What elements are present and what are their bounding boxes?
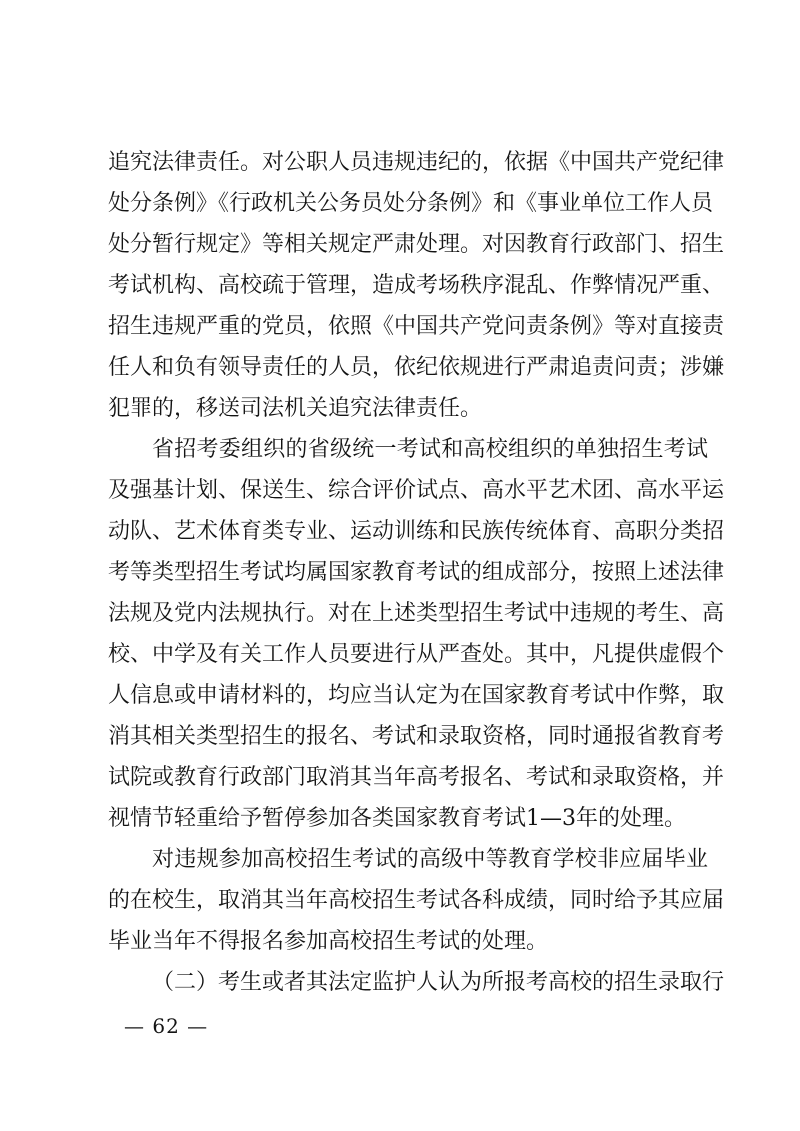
text-line: 犯罪的，移送司法机关追究法律责任。 (108, 396, 483, 421)
text-line: 毕业当年不得报名参加高校招生考试的处理。 (108, 929, 549, 954)
text-line: 处分暂行规定》等相关规定严肃处理。对因教育行政部门、招生 (108, 232, 725, 257)
text-line: 法规及党内法规执行。对在上述类型招生考试中违规的考生、高 (108, 601, 725, 626)
text-line: 追究法律责任。对公职人员违规违纪的，依据《中国共产党纪律 (108, 150, 725, 175)
text-line: 动队、艺术体育类专业、运动训练和民族传统体育、高职分类招 (108, 519, 725, 544)
text-line: 处分条例》《行政机关公务员处分条例》和《事业单位工作人员 (108, 191, 714, 216)
text-line: 人信息或申请材料的，均应当认定为在国家教育考试中作弊，取 (108, 683, 725, 708)
text-line: 任人和负有领导责任的人员，依纪依规进行严肃追责问责；涉嫌 (108, 355, 725, 380)
paragraph-first-line: （二）考生或者其法定监护人认为所报考高校的招生录取行 (152, 970, 725, 995)
paragraph-first-line: 省招考委组织的省级统一考试和高校组织的单独招生考试 (152, 437, 708, 462)
text-line: 招生违规严重的党员，依照《中国共产党问责条例》等对直接责 (108, 314, 725, 339)
text-line: 考等类型招生考试均属国家教育考试的组成部分，按照上述法律 (108, 560, 725, 585)
page-number: — 62 — (124, 1014, 209, 1038)
paragraph-first-line: 对违规参加高校招生考试的高级中等教育学校非应届毕业 (152, 847, 708, 872)
text-line: 视情节轻重给予暂停参加各类国家教育考试1—3年的处理。 (108, 806, 686, 831)
text-line: 及强基计划、保送生、综合评价试点、高水平艺术团、高水平运 (108, 478, 725, 503)
body-text (108, 142, 725, 1003)
text-line: 试院或教育行政部门取消其当年高考报名、考试和录取资格，并 (108, 765, 725, 790)
text-line: 的在校生，取消其当年高校招生考试各科成绩，同时给予其应届 (108, 888, 725, 913)
text-line: 校、中学及有关工作人员要进行从严查处。其中，凡提供虚假个 (108, 642, 725, 667)
text-line: 考试机构、高校疏于管理，造成考场秩序混乱、作弊情况严重、 (108, 273, 725, 298)
text-line: 消其相关类型招生的报名、考试和录取资格，同时通报省教育考 (108, 724, 725, 749)
